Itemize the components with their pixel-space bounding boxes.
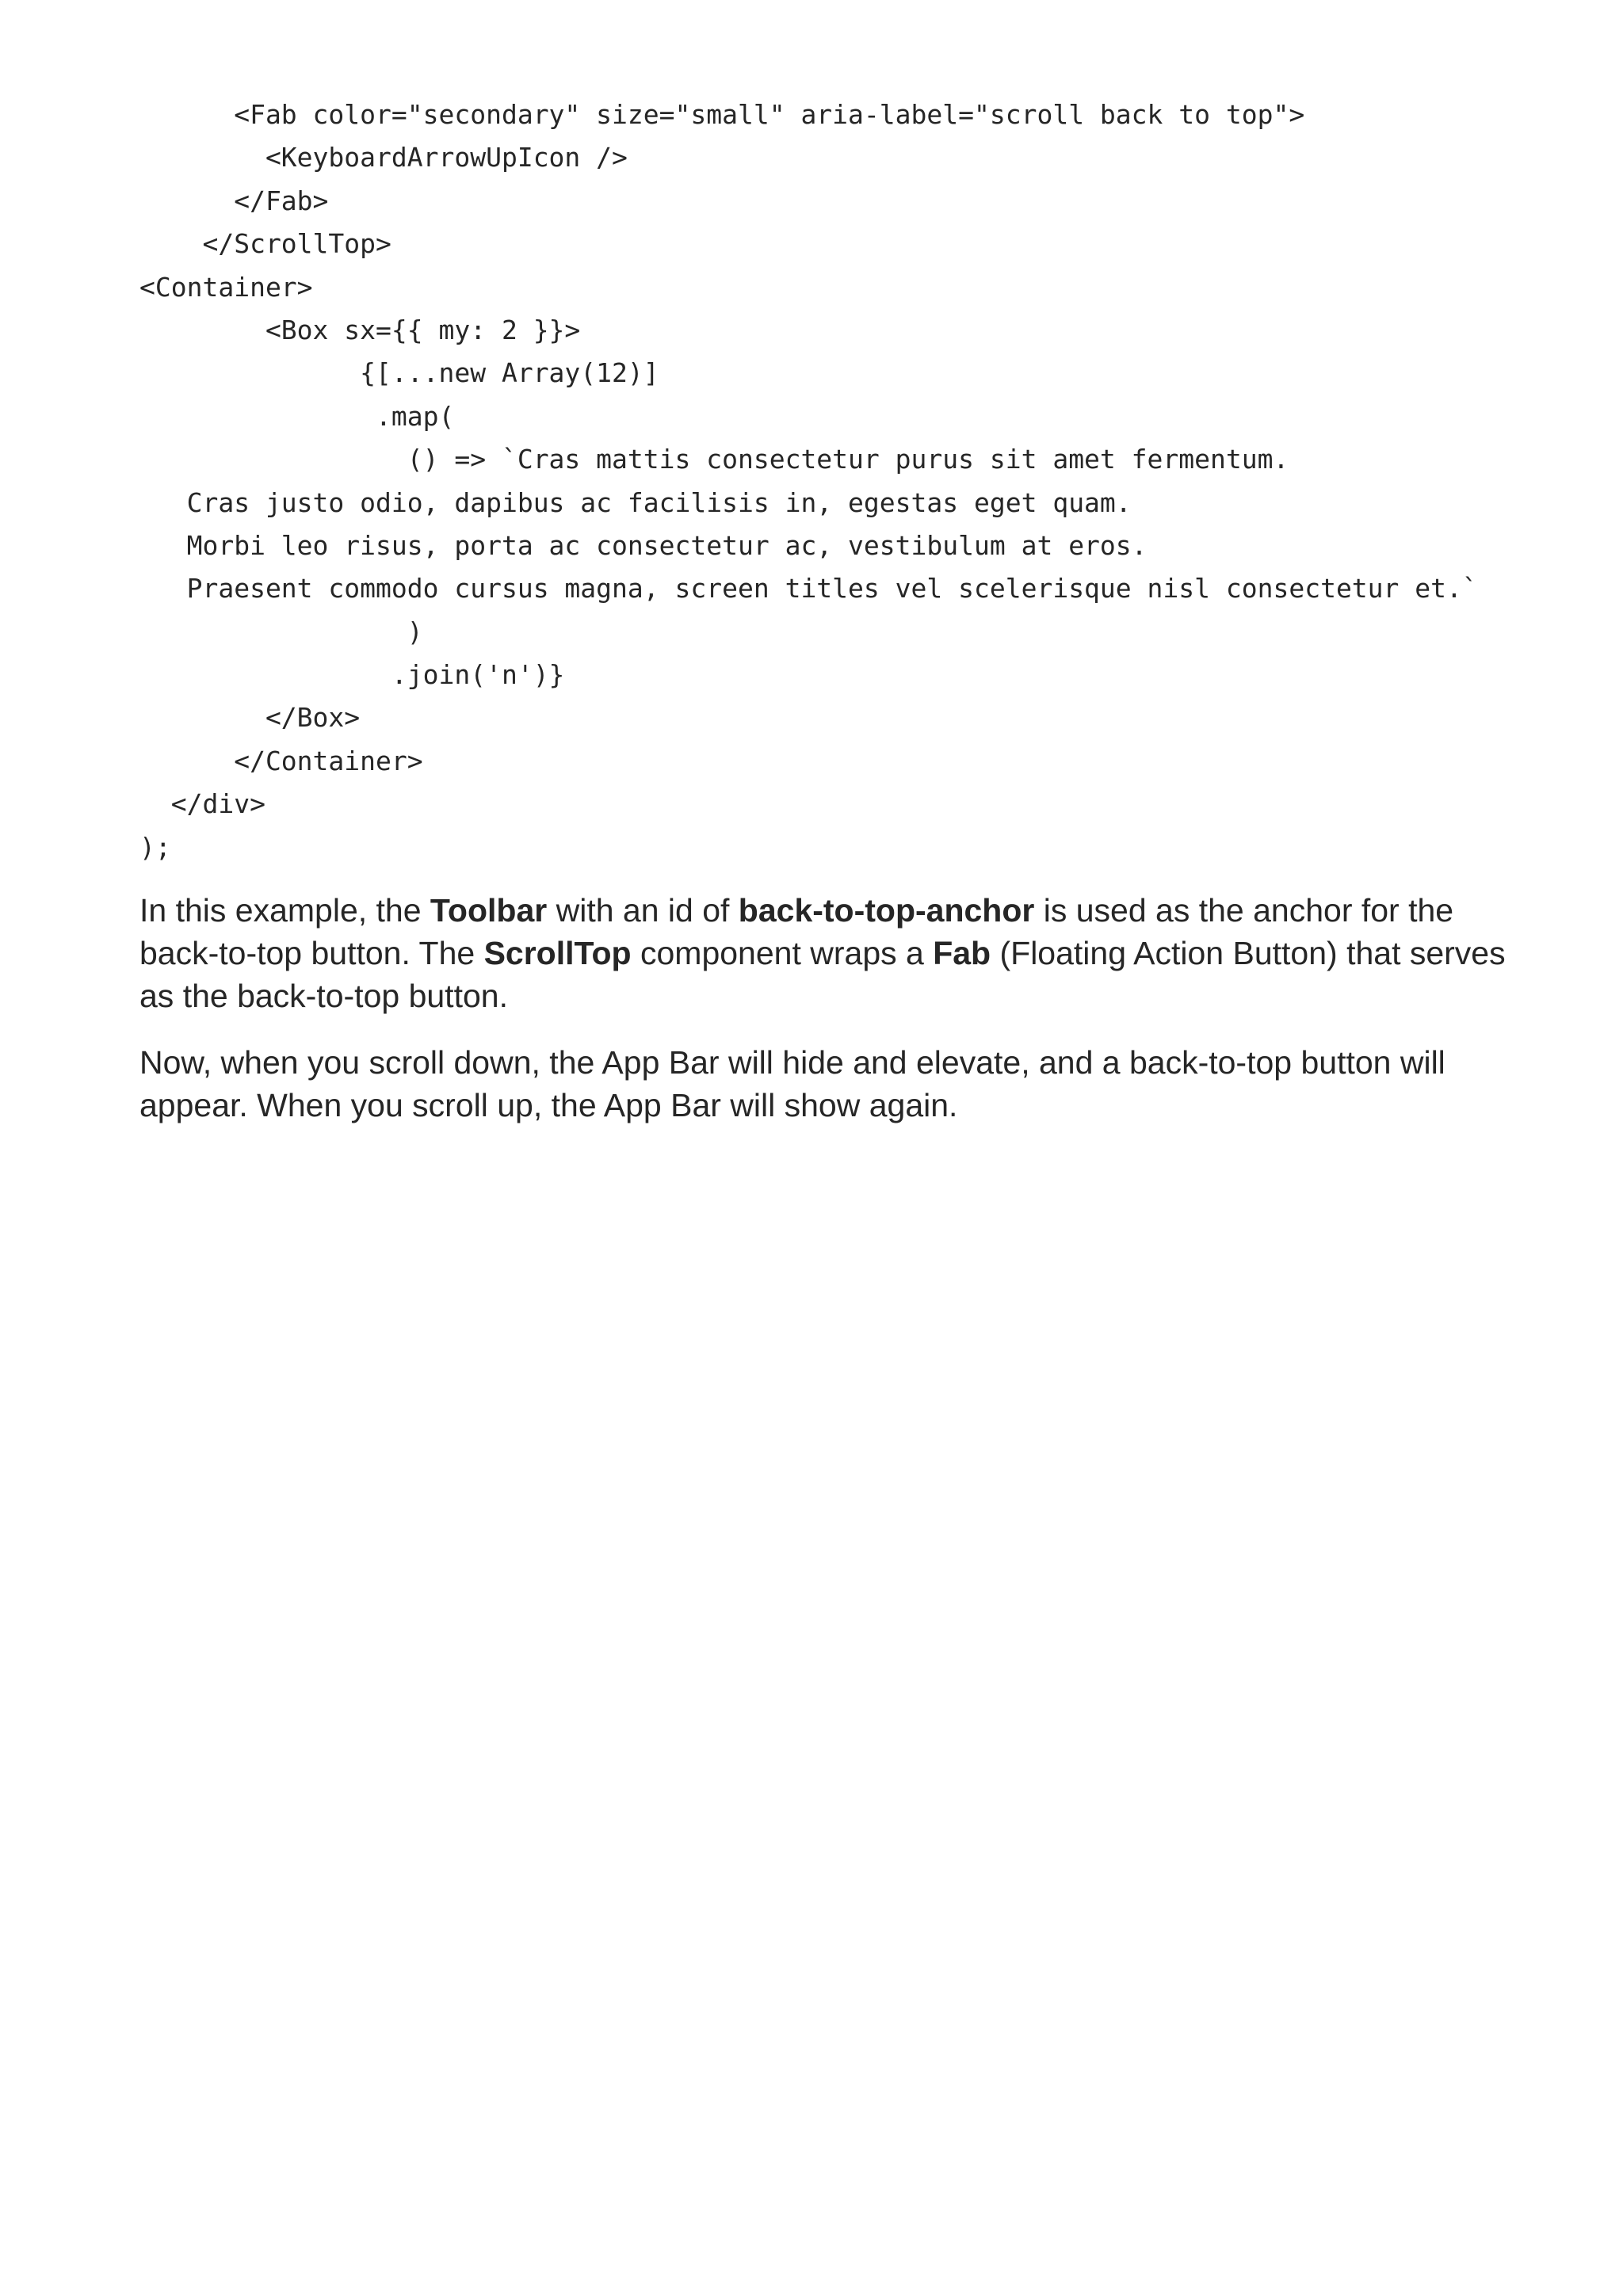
paragraph-text: In this example, the — [139, 892, 430, 929]
fab-term: Fab — [933, 935, 991, 971]
code-line: </div> — [139, 788, 265, 820]
toolbar-term: Toolbar — [430, 892, 548, 929]
code-line: <KeyboardArrowUpIcon /> — [139, 142, 628, 174]
explanation-paragraph — [139, 889, 1534, 1017]
code-line: Cras justo odio, dapibus ac facilisis in, egestas eget quam. — [139, 486, 1132, 518]
code-line: </Container> — [139, 745, 423, 776]
paragraph-text: (Floating Action Button) that serves as the back-to-top button. — [139, 935, 1506, 1014]
code-block — [139, 93, 1478, 869]
code-line: ); — [139, 831, 171, 863]
code-line: Morbi leo risus, porta ac consectetur ac, vestibulum at eros. — [139, 529, 1148, 561]
anchor-id-term: back-to-top-anchor — [738, 892, 1035, 929]
code-line: <Box sx={{ my: 2 }}> — [139, 314, 581, 345]
code-line: </Box> — [139, 702, 361, 734]
code-line: </ScrollTop> — [139, 228, 391, 260]
code-line: {[...new Array(12)] — [139, 357, 659, 389]
code-line: .map( — [139, 400, 455, 432]
code-line: Praesent commodo cursus magna, screen titles vel scelerisque nisl consectetur et.` — [139, 573, 1478, 605]
paragraph-text: with an id of — [547, 892, 739, 929]
scrolltop-term: ScrollTop — [483, 935, 632, 971]
code-line: () => `Cras mattis consectetur purus sit amet fermentum. — [139, 444, 1289, 475]
code-line: </Fab> — [139, 185, 329, 216]
paragraph-text: component wraps a — [631, 935, 934, 971]
code-line: <Fab color="secondary" size="small" aria-label="scroll back to top"> — [139, 99, 1305, 130]
code-line: ) — [139, 616, 423, 647]
code-line: .join('n')} — [139, 659, 565, 691]
paragraph-text: is used as the anchor for the back-to-top button. The — [139, 892, 1454, 971]
behavior-paragraph: Now, when you scroll down, the App Bar will hide and elevate, and a back-to-top button will appear. When you scroll up, the App Bar will show again. — [139, 1044, 1445, 1123]
code-line: <Container> — [139, 271, 313, 303]
